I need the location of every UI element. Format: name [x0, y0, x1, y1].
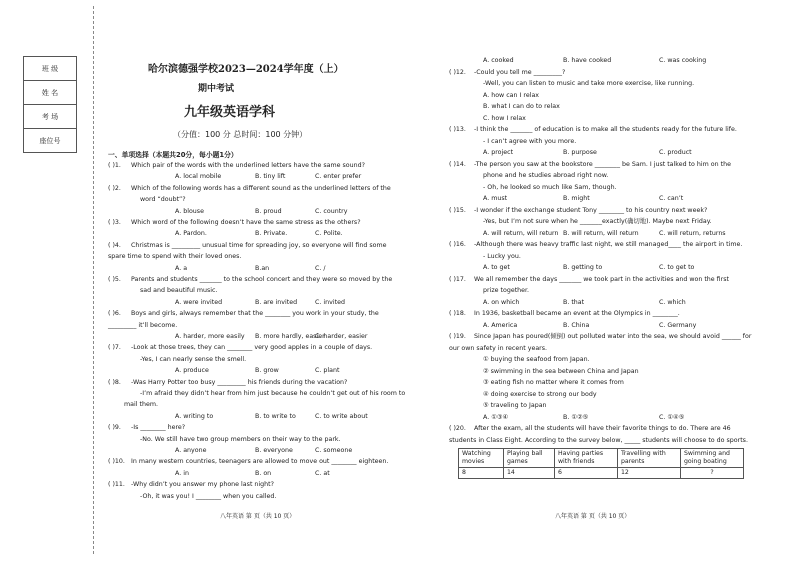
- question-17-option-c[interactable]: C. which: [659, 298, 686, 306]
- question-6-number: ( )6.: [108, 310, 121, 318]
- school-title: 哈尔滨德强学校2023—2024学年度（上）: [148, 64, 344, 75]
- question-11-option-c[interactable]: C. was cooking: [659, 57, 707, 64]
- name-field[interactable]: 姓 名: [24, 81, 77, 105]
- question-19-line-3: ③ eating fish no matter where it comes from: [483, 379, 624, 386]
- question-12-text: -Could you tell me _________?: [474, 68, 566, 76]
- question-14-line-2: - Oh, he looked so much like Sam, though.: [483, 183, 617, 191]
- question-15-text: -I wonder if the exchange student Tony ________ to his country next week?: [474, 206, 708, 214]
- survey-header-4: Travelling with parents: [618, 449, 681, 468]
- question-15-line-1: -Yes, but I’m not sure when he _______exactly(确切地). Maybe next Friday.: [483, 218, 712, 225]
- question-10-text: In many western countries, teenagers are allowed to move out ________ eighteen.: [131, 458, 389, 466]
- question-12-line-1: -Well, you can listen to music and take more exercise, like running.: [483, 80, 695, 87]
- question-5-text: Parents and students _______ to the school concert and they were so moved by the: [131, 276, 393, 283]
- footer-right: 八年英语 第 页（共 10 页）: [555, 513, 631, 520]
- survey-value-5: ?: [681, 468, 744, 479]
- survey-header-2: Playing ball games: [504, 449, 555, 468]
- question-2-option-a[interactable]: A. blouse: [175, 207, 204, 215]
- question-2-continuation: word “doubt”?: [140, 196, 186, 204]
- question-8-option-c[interactable]: C. to write about: [315, 412, 368, 420]
- question-18-option-c[interactable]: C. Germany: [659, 321, 697, 329]
- question-13-option-a[interactable]: A. project: [483, 149, 514, 156]
- question-3-text: Which word of the following doesn’t have the same stress as the others?: [131, 219, 361, 226]
- question-1-text: Which pair of the words with the underlined letters have the same sound?: [131, 162, 365, 169]
- question-12-line-4[interactable]: C. how I relax: [483, 114, 526, 122]
- binding-dashed-line: [93, 6, 94, 554]
- question-7-option-c[interactable]: C. plant: [315, 367, 340, 375]
- question-14-option-c[interactable]: C. can’t: [659, 195, 684, 202]
- question-2-option-b[interactable]: B. proud: [255, 207, 282, 215]
- question-17-text: We all remember the days _______ we took part in the activities and won the first: [474, 275, 729, 283]
- question-4-continuation: spare time to spend with their loved ones.: [108, 253, 242, 261]
- question-12-number: ( )12.: [449, 68, 466, 76]
- question-5-continuation: sad and beautiful music.: [140, 287, 218, 295]
- question-19-line-5: ⑤ traveling to Japan: [483, 402, 547, 409]
- question-3-option-b[interactable]: B. Private.: [255, 230, 288, 238]
- question-15-option-b[interactable]: B. will return, will return: [563, 229, 639, 237]
- question-4-option-b[interactable]: B.an: [255, 264, 270, 272]
- question-19-line-2: ② swimming in the sea between China and Japan: [483, 367, 639, 375]
- question-17-option-b[interactable]: B. that: [563, 298, 585, 306]
- question-7-option-a[interactable]: A. produce: [175, 367, 209, 375]
- question-16-text: -Although there was heavy traffic last night, we still managed____ the airport in time.: [474, 241, 743, 248]
- question-2-number: ( )2.: [108, 184, 121, 192]
- question-7-option-b[interactable]: B. grow: [255, 367, 279, 375]
- question-6-continuation: _________ it’ll become.: [108, 321, 178, 329]
- question-6-option-c[interactable]: C. harder, easier: [315, 333, 368, 340]
- question-8-continuation-2: mail them.: [124, 401, 158, 409]
- section-title: 一、单项选择（本题共20分，每小题1分）: [108, 151, 238, 159]
- question-2-text: Which of the following words has a different sound as the underlined letters of the: [131, 184, 391, 192]
- question-7-text: -Look at those trees, they can ________ very good apples in a couple of days.: [131, 344, 373, 352]
- question-19-line-1: ① buying the seafood from Japan.: [483, 356, 590, 363]
- question-1-number: ( )1.: [108, 162, 121, 169]
- question-3-option-a[interactable]: A. Pardon.: [175, 230, 207, 238]
- question-16-option-a[interactable]: A. to get: [483, 264, 510, 271]
- survey-table: [458, 448, 744, 479]
- question-8-number: ( )8.: [108, 378, 121, 386]
- survey-value-4: 12: [618, 468, 681, 479]
- question-14-number: ( )14.: [449, 160, 466, 168]
- survey-header-5: Swimming and going boating: [681, 449, 744, 468]
- question-14-line-1: phone and he studies abroad right now.: [483, 172, 609, 179]
- exam-title: 期中考试: [198, 84, 235, 94]
- question-16-line-1: - Lucky you.: [483, 252, 521, 260]
- question-18-number: ( )18.: [449, 310, 466, 317]
- question-18-text: In 1936, basketball became an event at the Olympics in ________.: [474, 310, 680, 317]
- question-20-text: After the exam, all the students will have their favorite things to do. There are 46: [474, 425, 731, 432]
- survey-value-2: 14: [504, 468, 555, 479]
- question-4-option-c[interactable]: C. /: [315, 264, 326, 272]
- question-14-option-a[interactable]: A. must: [483, 195, 508, 202]
- seat-number-field[interactable]: 座位号: [24, 129, 77, 153]
- question-10-number: ( )10.: [108, 458, 125, 466]
- question-9-text: -Is ________ here?: [131, 424, 186, 432]
- question-13-option-b[interactable]: B. purpose: [563, 149, 597, 156]
- question-15-option-a[interactable]: A. will return, will return: [483, 229, 559, 237]
- score-time: （分值：100 分 总时间：100 分钟）: [173, 130, 308, 139]
- question-11-text: -Why didn’t you answer my phone last night?: [131, 481, 274, 489]
- question-6-option-b[interactable]: B. more hardly, easier: [255, 333, 325, 340]
- question-20-line-flush-1: students in Class Eight. According to the survey below, _____ students will choose to do sports.: [449, 436, 748, 444]
- question-16-option-b[interactable]: B. getting to: [563, 264, 603, 271]
- question-17-line-1: prize together.: [483, 287, 530, 294]
- question-7-continuation: -Yes, I can nearly sense the smell.: [140, 355, 247, 363]
- question-17-option-a[interactable]: A. on which: [483, 298, 520, 306]
- question-19-option-c[interactable]: C. ①④⑤: [659, 413, 685, 421]
- question-10-option-a[interactable]: A. in: [175, 469, 189, 477]
- question-9-option-c[interactable]: C. someone: [315, 447, 353, 454]
- question-19-number: ( )19.: [449, 333, 466, 340]
- question-8-text: -Was Harry Potter too busy _________ his friends during the vacation?: [131, 378, 348, 386]
- question-11-number: ( )11.: [108, 481, 125, 489]
- student-info-table: [23, 56, 77, 153]
- question-18-option-a[interactable]: A. America: [483, 321, 518, 329]
- question-8-option-b[interactable]: B. to write to: [255, 412, 296, 420]
- question-15-number: ( )15.: [449, 206, 466, 214]
- question-12-line-3[interactable]: B. what I can do to relax: [483, 103, 560, 110]
- question-11-option-a[interactable]: A. cooked: [483, 57, 514, 64]
- question-18-option-b[interactable]: B. China: [563, 321, 590, 329]
- question-7-number: ( )7.: [108, 344, 121, 352]
- question-11-continuation: -Oh, it was you! I ________ when you called.: [140, 492, 277, 500]
- question-16-option-c[interactable]: C. to get to: [659, 264, 695, 271]
- question-9-option-b[interactable]: B. everyone: [255, 447, 293, 454]
- question-10-option-c[interactable]: C. at: [315, 469, 330, 477]
- question-12-line-2[interactable]: A. how can I relax: [483, 91, 540, 99]
- question-19-option-a[interactable]: A. ①③④: [483, 413, 509, 421]
- question-14-text: -The person you saw at the bookstore ________ be Sam. I just talked to him on the: [474, 160, 731, 168]
- question-8-continuation: -I’m afraid they didn’t hear from him just because he couldn’t get out of his room to: [140, 390, 406, 397]
- question-19-line-4: ④ doing exercise to strong our body: [483, 390, 597, 398]
- question-15-option-c[interactable]: C. will return, returns: [659, 229, 726, 237]
- question-13-number: ( )13.: [449, 126, 466, 133]
- question-5-option-b[interactable]: B. are invited: [255, 298, 298, 306]
- class-field[interactable]: 班 级: [24, 57, 77, 81]
- question-20-number: ( )20.: [449, 425, 466, 432]
- question-14-option-b[interactable]: B. might: [563, 195, 590, 202]
- question-6-option-a[interactable]: A. harder, more easily: [175, 333, 245, 340]
- question-9-continuation: -No. We still have two group members on their way to the park.: [140, 435, 341, 443]
- question-13-text: -I think the _______ of education is to make all the students ready for the future life.: [474, 126, 737, 133]
- survey-header-3: Having parties with friends: [555, 449, 618, 468]
- survey-header-1: Watching movies: [459, 449, 504, 468]
- question-1-option-c[interactable]: C. enter prefer: [315, 173, 362, 181]
- question-9-number: ( )9.: [108, 424, 121, 432]
- question-19-text: Since Japan has poured(倾倒) out polluted water into the sea, we should avoid ______ for: [474, 333, 752, 340]
- question-1-option-a[interactable]: A. local mobile: [175, 173, 222, 181]
- question-11-option-b[interactable]: B. have cooked: [563, 57, 612, 64]
- footer-left: 八年英语 第 页（共 10 页）: [220, 513, 296, 520]
- exam-room-field[interactable]: 考 场: [24, 105, 77, 129]
- survey-value-3: 6: [555, 468, 618, 479]
- survey-value-1: 8: [459, 468, 504, 479]
- question-1-option-b[interactable]: B. tiny lift: [255, 173, 286, 181]
- question-17-number: ( )17.: [449, 275, 466, 283]
- question-2-option-c[interactable]: C. country: [315, 207, 348, 215]
- question-9-option-a[interactable]: A. anyone: [175, 447, 207, 454]
- question-16-number: ( )16.: [449, 241, 466, 248]
- subject-title: 九年级英语学科: [184, 105, 276, 120]
- question-19-line-flush-1: our own safety in recent years.: [449, 344, 548, 352]
- question-10-option-b[interactable]: B. on: [255, 469, 272, 477]
- question-13-option-c[interactable]: C. product: [659, 149, 692, 156]
- question-5-option-c[interactable]: C. invited: [315, 298, 345, 306]
- question-13-line-1: - I can’t agree with you more.: [483, 137, 577, 145]
- question-5-option-a[interactable]: A. were invited: [175, 298, 223, 306]
- question-19-option-b[interactable]: B. ①②⑤: [563, 413, 589, 421]
- question-6-text: Boys and girls, always remember that the ________ you work in your study, the: [131, 310, 379, 318]
- question-4-text: Christmas is _________ unusual time for spreading joy, so everyone will find some: [131, 241, 387, 249]
- question-4-option-a[interactable]: A. a: [175, 264, 188, 272]
- question-5-number: ( )5.: [108, 276, 121, 283]
- question-3-number: ( )3.: [108, 219, 121, 226]
- question-3-option-c[interactable]: C. Polite.: [315, 230, 343, 238]
- question-8-option-a[interactable]: A. writing to: [175, 412, 214, 420]
- question-4-number: ( )4.: [108, 241, 121, 249]
